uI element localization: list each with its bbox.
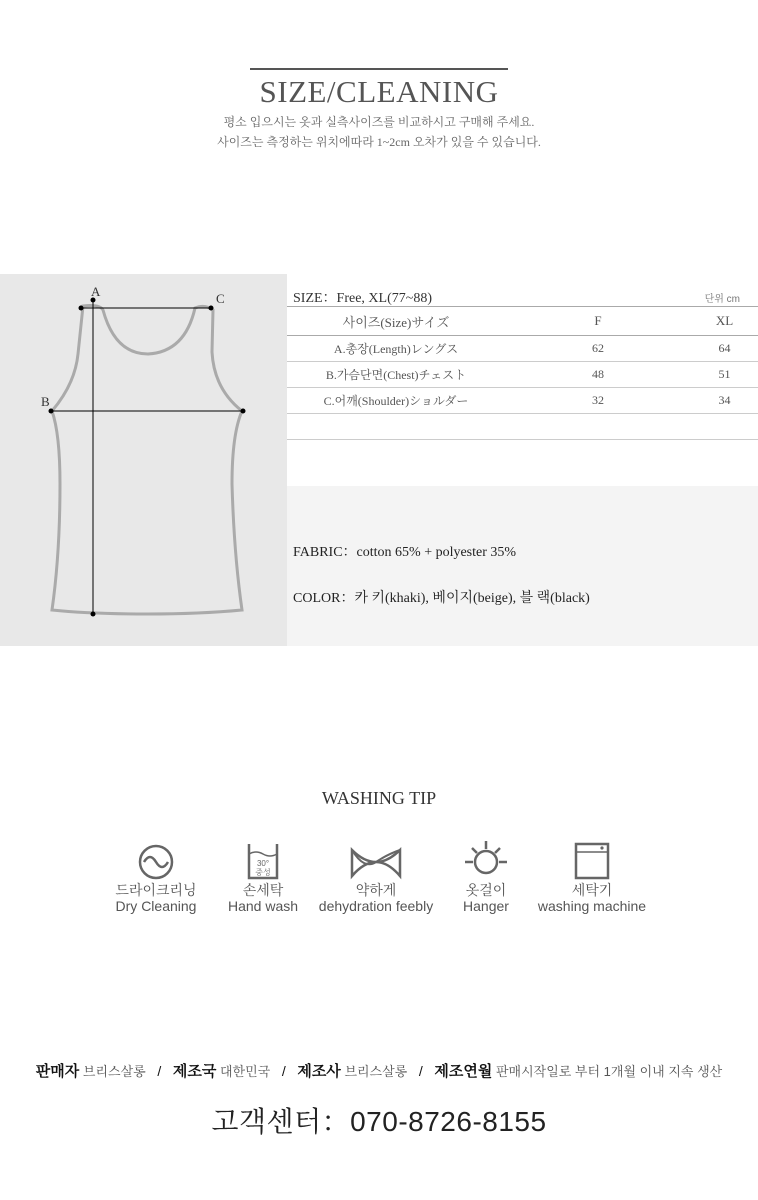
fabric-info: FABRIC：cotton 65% + polyester 35%: [293, 545, 517, 560]
garment-diagram-panel: [0, 274, 287, 646]
dry-cleaning-icon: [136, 840, 176, 880]
tank-top-diagram: [0, 274, 287, 646]
size-table-header: [287, 307, 758, 336]
wash-label-ko: 세탁기: [571, 882, 613, 898]
wash-item-hand-wash: [222, 840, 304, 914]
notice-line-2: 사이즈는 측정하는 위치에따라 1~2cm 오차가 있을 수 있습니다.: [217, 135, 541, 149]
row-value-xl: 64: [691, 336, 758, 362]
unit-label: 단위 cm: [704, 294, 740, 305]
separator: /: [281, 1063, 286, 1079]
column-header-size: 사이즈(Size)サイズ: [287, 307, 505, 336]
point-c-left: [79, 306, 84, 311]
row-value-xl: 34: [691, 388, 758, 414]
row-name: C.어깨(Shoulder)ショルダー: [287, 388, 505, 414]
maker-label: 제조사: [297, 1063, 341, 1080]
customer-service: 고객센터：070-8726-8155: [211, 1106, 547, 1137]
wash-label-ko: 옷걸이: [465, 882, 507, 898]
row-name: B.가슴단면(Chest)チェスト: [287, 362, 505, 388]
date-value: 판매시작일로 부터 1개월 이내 지속 생산: [495, 1064, 723, 1079]
wash-label-en: Dry Cleaning: [115, 898, 197, 914]
gentle-wring-icon: [348, 840, 404, 880]
wash-item-washing-machine: [530, 840, 654, 914]
row-value-xl: 51: [691, 362, 758, 388]
column-header-f: F: [505, 307, 691, 336]
row-value-f: 32: [505, 388, 691, 414]
separator: /: [157, 1063, 162, 1079]
point-b-right: [241, 409, 246, 414]
country-value: 대한민국: [219, 1064, 271, 1079]
neutral-detergent-badge: 중성: [255, 868, 271, 877]
seller-value: 브리스살롱: [82, 1064, 146, 1079]
temperature-badge: 30°: [256, 859, 270, 868]
table-row-empty: [287, 414, 758, 440]
manufacturer-info: [0, 1060, 758, 1081]
label-a: A: [91, 284, 101, 299]
row-name: A.총장(Length)レングス: [287, 336, 505, 362]
maker-value: 브리스살롱: [344, 1064, 408, 1079]
table-row: [287, 362, 758, 388]
size-header: SIZE：Free, XL(77~88): [293, 291, 432, 306]
seller-label: 판매자: [35, 1063, 80, 1080]
label-b: B: [41, 394, 50, 409]
separator: /: [418, 1063, 423, 1079]
wash-item-gentle-wring: [311, 840, 441, 914]
wash-label-en: dehydration feebly: [318, 898, 434, 914]
country-label: 제조국: [172, 1063, 217, 1080]
row-value-f: 62: [505, 336, 691, 362]
notice-line-1: 평소 입으시는 옷과 실측사이즈를 비교하시고 구매해 주세요.: [223, 115, 535, 129]
point-b-left: [49, 409, 54, 414]
wash-label-en: Hand wash: [227, 898, 299, 914]
title-rule: [250, 68, 508, 70]
wash-label-en: Hanger: [463, 898, 509, 914]
point-c-right: [209, 306, 214, 311]
wash-label-en: washing machine: [537, 898, 647, 914]
wash-label-ko: 드라이크리닝: [115, 882, 197, 898]
size-section: [0, 274, 758, 646]
wash-label-ko: 손세탁: [242, 882, 284, 898]
garment-outline: [52, 306, 242, 615]
color-info: COLOR：카 키(khaki), 베이지(beige), 블 랙(black): [293, 591, 590, 606]
wash-item-dry-cleaning: [106, 840, 206, 914]
column-header-xl: XL: [691, 307, 758, 336]
washing-title: WASHING TIP: [321, 788, 437, 808]
table-row: [287, 336, 758, 362]
label-c: C: [216, 291, 225, 306]
washing-machine-icon: [572, 840, 612, 880]
wash-item-hanger: [456, 840, 516, 914]
hand-wash-icon: [243, 840, 283, 880]
size-table: [287, 306, 758, 440]
page-title: SIZE/CLEANING: [259, 74, 499, 109]
wash-label-ko: 약하게: [355, 882, 397, 898]
point-a-bottom: [91, 612, 96, 617]
date-label: 제조연월: [434, 1063, 493, 1080]
row-value-f: 48: [505, 362, 691, 388]
table-row: [287, 388, 758, 414]
hanger-icon: [464, 840, 508, 880]
